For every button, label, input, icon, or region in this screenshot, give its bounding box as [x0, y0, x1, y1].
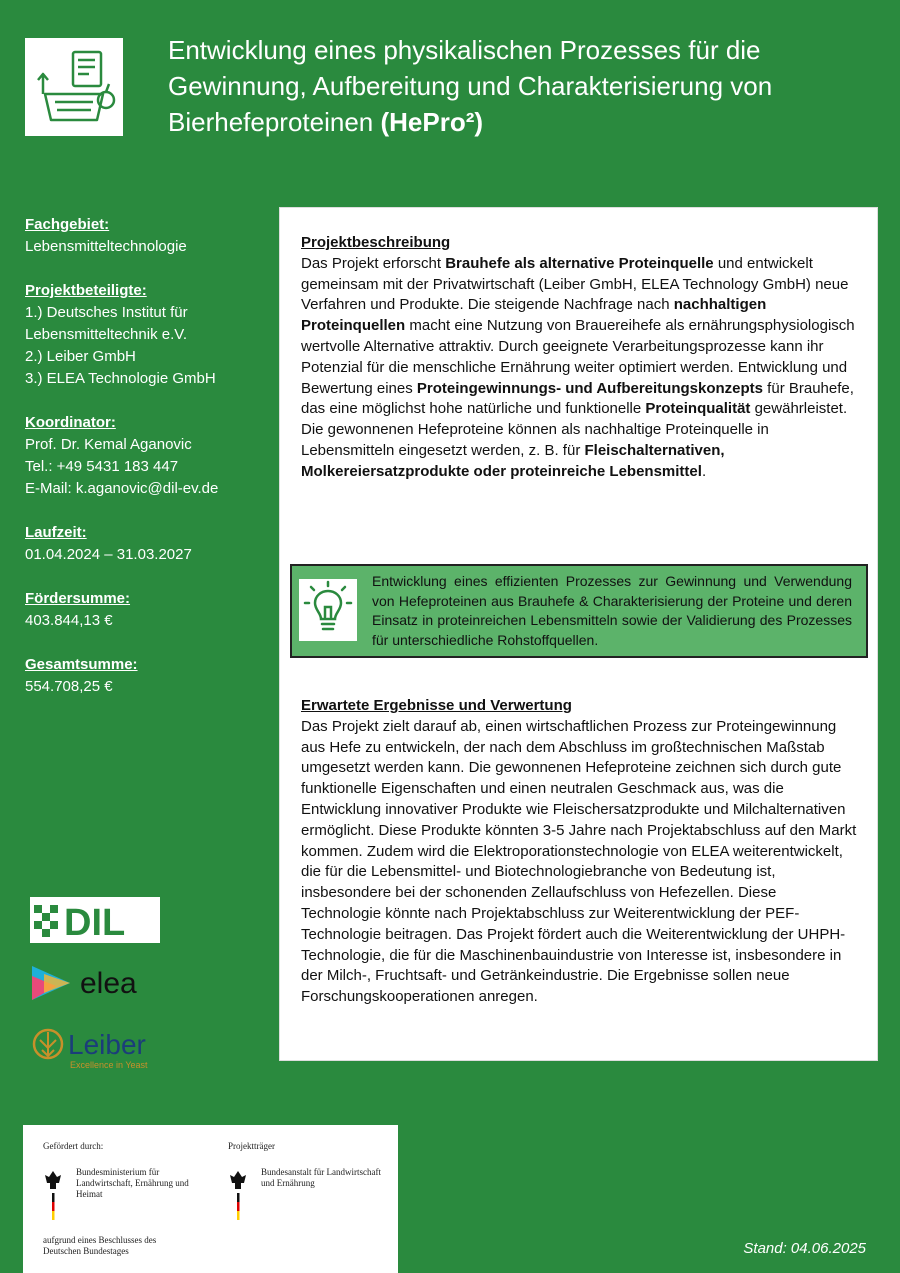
leiber-logo-mark: [30, 1024, 165, 1074]
beteiligter-item: 3.) ELEA Technologie GmbH: [25, 370, 216, 387]
foerdersumme-label: Fördersumme:: [25, 590, 131, 607]
federal-eagle-icon: [43, 1169, 63, 1223]
section-heading: Projektbeschreibung: [301, 234, 451, 251]
gesamtsumme-section: [25, 654, 265, 698]
fachgebiet-value: Lebensmitteltechnologie: [25, 238, 187, 255]
ergebnisse: [301, 696, 857, 1008]
foerdersumme-value: 403.844,13 €: [25, 612, 113, 629]
content-card: [279, 207, 878, 1061]
dil-logo-mark: [30, 897, 160, 943]
ergebnisse-text: Das Projekt zielt darauf ab, einen wirtschaftlichen Prozess zur Proteingewinnung aus Hefe zu entwickeln, der nach dem Abschluss im großtechnischen Maßstab umgesetzt werden kann. Die gewonnenen Hefeproteine zeichnen sich durch gute funktionelle Eigenschaften und einen neutralen Geschmack aus, was die Entwicklung innovativer Produkte wie Fleischersatzprodukte und Milchalternativen ermöglicht. Diese Produkte könnten 3-5 Jahre nach Projektabschluss auf den Markt kommen. Zudem wird die Elektroporationstechnologie von ELEA weiterentwickelt, die für die Lebensmittel- und Biotechnologiebranche von Bedeutung ist, insbesondere bei der schonenden Zellaufschluss von Hefezellen. Diese Technologie könnte nach Projektabschluss zur Weiterentwicklung der PEF-Technologie beitragen. Das Projekt fördert auch die Weiterentwicklung der UHPH-Technologie, die für die Maschinenbauindustrie von Interesse ist, insbesondere in der Milch-, Fruchtsaft- und Getränkeindustrie. Die Ergebnisse sollen neue Forschungskooperationen anregen.: [301, 717, 857, 1006]
fachgebiet-label: Fachgebiet:: [25, 216, 110, 233]
foerdersumme-section: [25, 588, 265, 632]
beteiligte-label: Projektbeteiligte:: [25, 282, 147, 299]
koordinator-email: E-Mail: k.aganovic@dil-ev.de: [25, 480, 219, 497]
laufzeit-label: Laufzeit:: [25, 524, 87, 541]
project-facts: [25, 214, 265, 720]
leiber-wordmark: Leiber: [68, 1029, 146, 1060]
leiber-tagline: Excellence in Yeast: [70, 1060, 148, 1070]
beschluss-text: aufgrund eines Beschlusses des Deutschen Bundestages: [43, 1235, 157, 1256]
food-product-logo: [25, 38, 123, 136]
traeger-label: Projektträger: [228, 1141, 275, 1151]
elea-logo-mark: [30, 960, 165, 1006]
beteiligter-item: 2.) Leiber GmbH: [25, 348, 136, 365]
dil-logo: [30, 897, 160, 948]
laufzeit-value: 01.04.2024 – 31.03.2027: [25, 546, 192, 563]
koordinator-name: Prof. Dr. Kemal Aganovic: [25, 436, 192, 453]
projektbeschreibung: [301, 233, 857, 483]
stand-date: Stand: 04.06.2025: [743, 1240, 866, 1257]
callout-text: Entwicklung eines effizienten Prozesses zur Gewinnung und Verwendung von Hefeproteinen aus Brauhefe & Charakterisierung der Proteine und deren Einsatz in proteinreichen Lebensmitteln sowie der Validierung des Prozesses für unterschiedliche Rohstoffquellen.: [372, 573, 852, 648]
leiber-logo: [30, 1024, 165, 1079]
laufzeit-section: [25, 522, 265, 566]
lightbulb-icon-box: [299, 579, 357, 641]
gefoerdert-label: Gefördert durch:: [43, 1141, 104, 1151]
gesamtsumme-value: 554.708,25 €: [25, 678, 113, 695]
food-basket-icon: [25, 38, 123, 136]
agency-name: Bundesanstalt für Landwirtschaft und Ernährung: [261, 1167, 381, 1188]
elea-logo: [30, 960, 165, 1011]
koordinator-section: [25, 412, 265, 500]
beteiligte-section: [25, 280, 265, 390]
beschreibung-text: Das Projekt erforscht Brauhefe als alternative Proteinquelle und entwickelt gemeinsam mit der Privatwirtschaft (Leiber GmbH, ELEA Technology GmbH) neue Verfahren und Produkte. Die steigende Nachfrage nach nachhaltigen Proteinquellen macht eine Nutzung von Brauereihefe als ernährungsphysiologisch wertvolle Alternative attraktiv. Durch geeignete Verarbeitungsprozesse kann ihr Potenzial für die menschliche Ernährung weiter optimiert werden. Entwicklung und Bewertung eines Proteingewinnungs- und Aufbereitungskonzepts für Brauhefe, das eine möglichst hohe natürliche und funktionelle Proteinqualität gewährleistet. Die gewonnenen Hefeproteine können als nachhaltige Proteinquelle in Lebensmitteln eingesetzt werden, z. B. für Fleischalternativen, Molkereiersatzprodukte oder proteinreiche Lebensmittel.: [301, 254, 855, 480]
fachgebiet-section: [25, 214, 265, 258]
elea-wordmark: elea: [80, 967, 137, 1000]
goal-callout: [290, 564, 868, 658]
beteiligter-item: 1.) Deutsches Institut für Lebensmitteltechnik e.V.: [25, 304, 188, 343]
koordinator-phone: Tel.: +49 5431 183 447: [25, 458, 179, 475]
funding-box: [23, 1125, 398, 1273]
ministry-name: Bundesministerium für Landwirtschaft, Ernährung und Heimat: [76, 1167, 189, 1199]
lightbulb-icon: [299, 579, 357, 641]
gesamtsumme-label: Gesamtsumme:: [25, 656, 138, 673]
section-heading: Erwartete Ergebnisse und Verwertung: [301, 697, 572, 714]
title-acronym: (HePro²): [380, 107, 484, 137]
koordinator-label: Koordinator:: [25, 414, 116, 431]
dil-wordmark: DIL: [64, 902, 126, 943]
page-title: [168, 32, 868, 140]
federal-eagle-icon: [228, 1169, 248, 1223]
title-text: Entwicklung eines physikalischen Prozesses für die Gewinnung, Aufbereitung und Charakterisierung von Bierhefeproteinen: [168, 35, 773, 137]
